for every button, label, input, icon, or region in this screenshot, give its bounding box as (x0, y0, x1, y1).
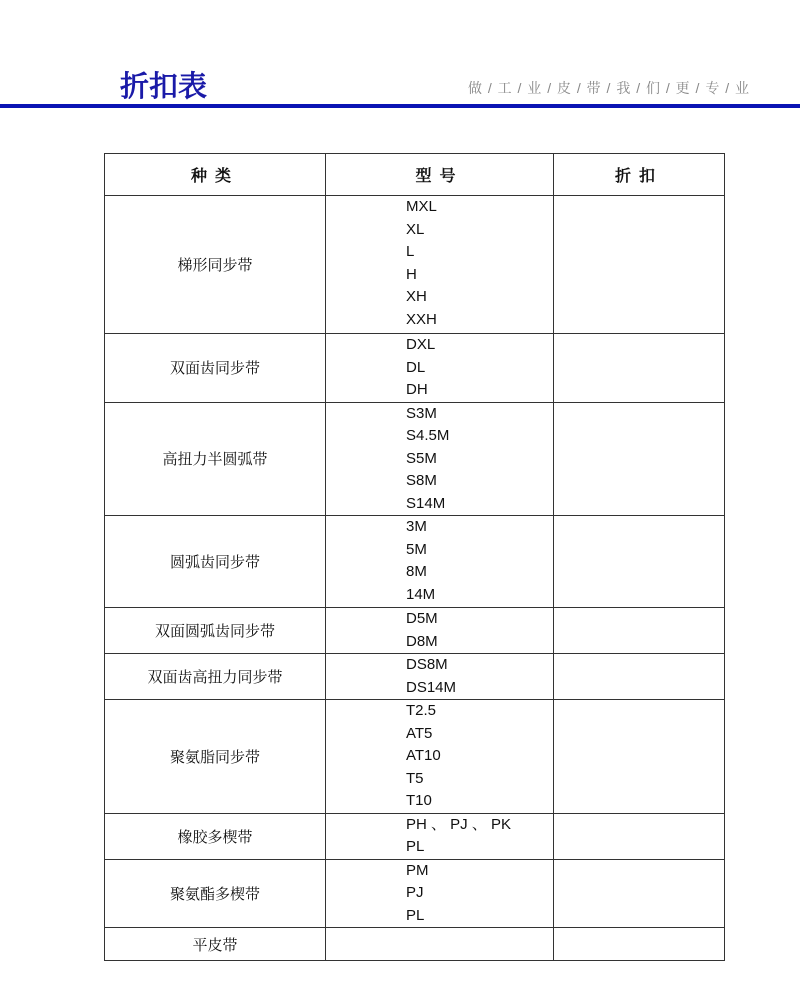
table-row (105, 608, 725, 654)
model-item: MXL (406, 198, 437, 215)
model-item: PJ (406, 884, 424, 901)
discount-cell (554, 334, 725, 403)
model-item: 5M (406, 540, 427, 558)
table-header-row (105, 154, 725, 196)
model-item: DXL (406, 336, 436, 353)
category-cell: 双面圆弧齿同步带 (105, 608, 326, 654)
category-cell: 梯形同步带 (105, 196, 326, 334)
category-cell: 聚氨酯多楔带 (105, 859, 326, 928)
models-cell (326, 402, 554, 516)
category-cell: 双面齿同步带 (105, 334, 326, 403)
model-item: S3M (406, 404, 437, 422)
model-item: 3M (406, 518, 427, 535)
models-cell (326, 700, 554, 814)
model-item: AT10 (406, 747, 441, 764)
category-cell: 橡胶多楔带 (105, 813, 326, 859)
models-cell (326, 196, 554, 334)
table-row (105, 402, 725, 516)
discount-cell (554, 700, 725, 814)
table-row (105, 516, 725, 608)
column-header-model: 型号 (326, 154, 554, 196)
model-item: PH 、 PJ 、 PK (406, 815, 512, 833)
models-cell (326, 516, 554, 608)
discount-cell (554, 654, 725, 700)
discount-cell (554, 928, 725, 961)
column-header-discount: 折扣 (554, 154, 725, 196)
model-item: S8M (406, 472, 437, 489)
model-item: S4.5M (406, 427, 450, 444)
model-item: PL (406, 838, 425, 855)
model-item: DS14M (406, 678, 457, 696)
header-divider (0, 104, 800, 108)
discount-cell (554, 402, 725, 516)
category-cell: 聚氨脂同步带 (105, 700, 326, 814)
discount-cell (554, 859, 725, 928)
model-item: AT5 (406, 724, 433, 742)
model-item: D8M (406, 632, 438, 650)
discount-cell (554, 196, 725, 334)
models-cell (326, 859, 554, 928)
model-item: XH (406, 288, 427, 305)
models-cell (326, 334, 554, 403)
table-row (105, 700, 725, 814)
model-item: L (406, 243, 415, 260)
model-item: DH (406, 381, 428, 398)
model-item: T2.5 (406, 702, 437, 719)
table-row (105, 654, 725, 700)
model-item: H (406, 265, 417, 283)
page-title: 折扣表 (120, 69, 208, 103)
model-item: 14M (406, 585, 436, 603)
table-row (105, 928, 725, 961)
table-row (105, 196, 725, 334)
model-item: T5 (406, 769, 424, 787)
table-row (105, 813, 725, 859)
category-cell: 双面齿高扭力同步带 (105, 654, 326, 700)
table-row (105, 334, 725, 403)
column-header-category: 种类 (105, 154, 326, 196)
category-cell: 平皮带 (105, 928, 326, 961)
model-item: PL (406, 906, 425, 924)
model-item: T10 (406, 792, 432, 809)
discount-cell (554, 516, 725, 608)
models-cell (326, 928, 554, 961)
tagline: 做 / 工 / 业 / 皮 / 带 / 我 / 们 / 更 / 专 / 业 (467, 80, 750, 96)
model-item: DS8M (406, 656, 448, 673)
table-row (105, 859, 725, 928)
models-cell (326, 813, 554, 859)
category-cell: 圆弧齿同步带 (105, 516, 326, 608)
discount-cell (554, 608, 725, 654)
models-cell (326, 654, 554, 700)
model-item: DL (406, 358, 426, 376)
model-item: XL (406, 220, 425, 238)
model-item: XXH (406, 310, 437, 328)
model-item: S14M (406, 494, 446, 512)
model-item: S5M (406, 449, 437, 467)
model-item: PM (406, 861, 429, 879)
model-item: 8M (406, 563, 427, 580)
category-cell: 高扭力半圆弧带 (105, 402, 326, 516)
model-item: D5M (406, 610, 438, 627)
models-cell (326, 608, 554, 654)
discount-cell (554, 813, 725, 859)
discount-table (104, 153, 725, 961)
